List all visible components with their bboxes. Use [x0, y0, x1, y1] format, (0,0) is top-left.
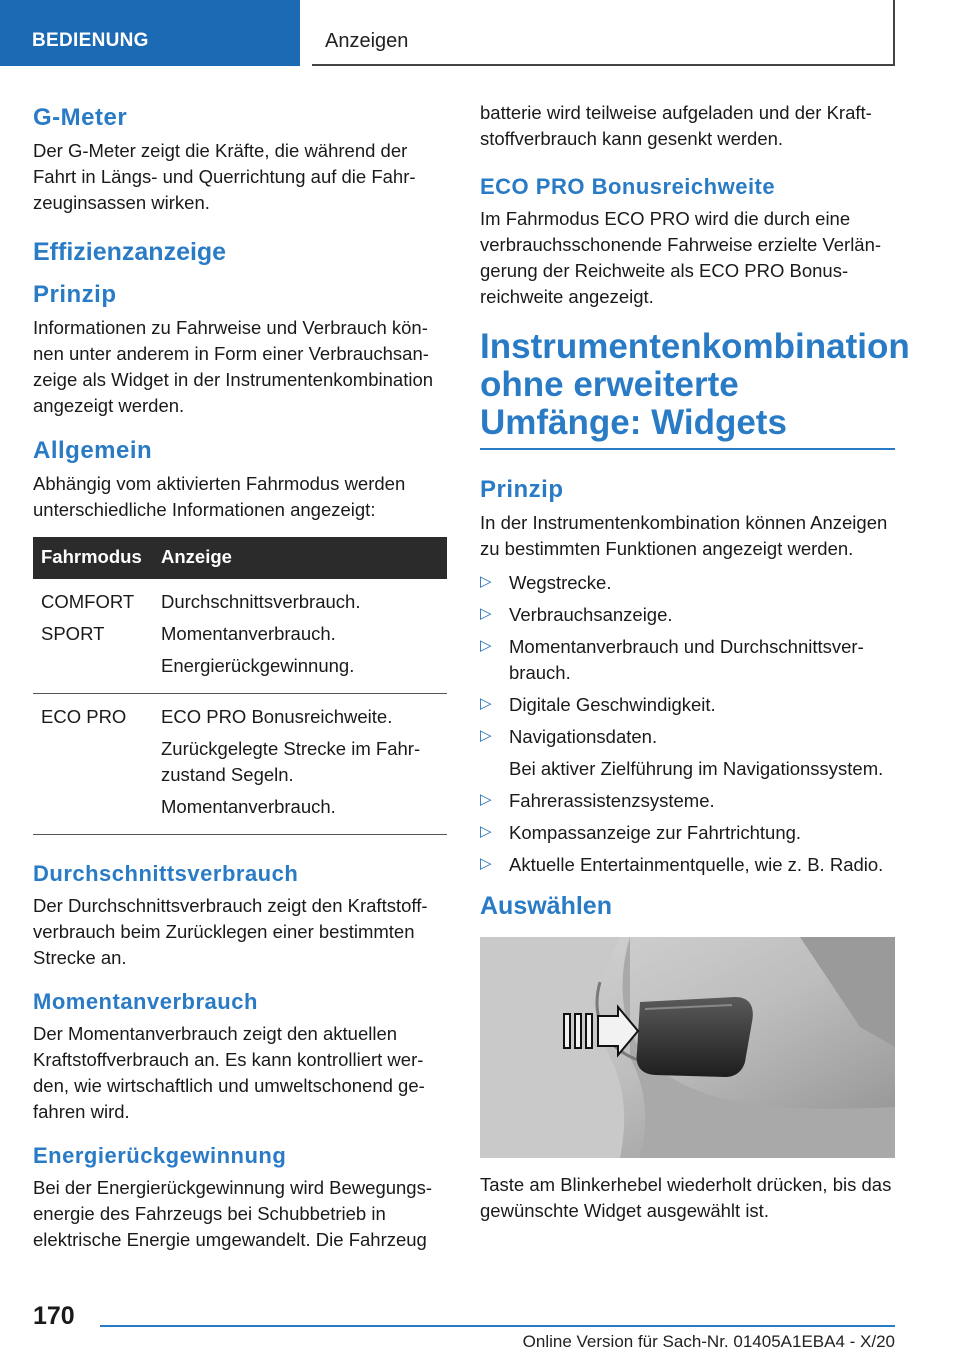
right-column	[480, 100, 910, 1224]
momentan-heading: Momentanverbrauch	[33, 989, 258, 1014]
section-label: BEDIENUNG	[32, 30, 149, 51]
display-cell: ECO PRO Bonusreichweite.	[161, 706, 393, 727]
energie-heading: Energierückgewinnung	[33, 1143, 287, 1168]
table-header-display: Anzeige	[153, 537, 447, 579]
main-heading: Instrumentenkombination ohne erweiterte Umfänge: Widgets	[480, 328, 895, 450]
durchschnitt-text: Der Durchschnittsverbrauch zeigt den Kraftstoffverbrauch beim Zurücklegen einer bestimmten Strecke an.	[33, 895, 428, 968]
chapter-label: Anzeigen	[325, 30, 409, 52]
bullet-icon: ▷	[480, 855, 492, 872]
display-cell: Energierückgewinnung.	[161, 655, 355, 676]
widget-list	[480, 570, 895, 750]
display-cell: Zurückgelegte Strecke im Fahrzustand Segeln.	[161, 738, 421, 785]
display-cell: Momentanverbrauch.	[161, 796, 336, 817]
list-item: ▷ Digitale Geschwindigkeit.	[480, 692, 895, 718]
display-cell: Momentanverbrauch.	[161, 623, 336, 644]
list-item: ▷ Wegstrecke.	[480, 570, 895, 596]
durchschnitt-heading: Durchschnittsverbrauch	[33, 861, 299, 886]
prinzip-text: Informationen zu Fahrweise und Verbrauch können unter anderem in Form einer Verbrauchsanzeige als Widget in der Instrumentenkombination angezeigt werden.	[33, 317, 434, 416]
bullet-icon: ▷	[480, 823, 492, 840]
eco-text: Im Fahrmodus ECO PRO wird die durch eine verbrauchsschonende Fahrweise erzielte Verlängerung der Reichweite als ECO PRO Bonusreichweite angezeigt.	[480, 208, 882, 307]
chapter-header	[312, 0, 895, 66]
list-item: ▷ Navigationsdaten.	[480, 724, 895, 750]
list-subtext: Bei aktiver Zielführung im Navigationssystem.	[509, 758, 884, 779]
list-item: ▷ Momentanverbrauch und Durchschnittsverbrauch.	[480, 634, 895, 686]
allgemein-heading: Allgemein	[33, 437, 153, 464]
table-row	[33, 579, 447, 694]
energie-text: Bei der Energierückgewinnung wird Bewegungsenergie des Fahrzeugs bei Schubbetrieb in elektrische Energie umgewandelt. Die Fahrzeug	[33, 1177, 433, 1250]
list-item: ▷ Aktuelle Entertainmentquelle, wie z. B. Radio.	[480, 852, 895, 878]
gmeter-text: Der G-Meter zeigt die Kräfte, die während der Fahrt in Längs- und Querrichtung auf die Fahrzeuginsassen wirken.	[33, 140, 416, 213]
list-item: ▷ Kompassanzeige zur Fahrtrichtung.	[480, 820, 895, 846]
allgemein-text: Abhängig vom aktivierten Fahrmodus werden unterschiedliche Informationen angezeigt:	[33, 473, 406, 520]
bullet-icon: ▷	[480, 695, 492, 712]
page-number: 170	[33, 1302, 75, 1330]
table-header-mode: Fahrmodus	[33, 537, 153, 579]
table-row	[33, 694, 447, 835]
momentan-text: Der Momentanverbrauch zeigt den aktuellen Kraftstoffverbrauch an. Es kann kontrolliert werden, wie wirtschaftlich und umweltschonend gefahren wird.	[33, 1023, 425, 1122]
mode-table	[33, 537, 447, 835]
effizienz-heading: Effizienzanzeige	[33, 238, 227, 266]
list-item: ▷ Fahrerassistenzsysteme.	[480, 788, 895, 814]
mode-cell: ECO PRO	[41, 706, 127, 727]
mode-cell: SPORT	[41, 623, 105, 644]
eco-heading: ECO PRO Bonusreichweite	[480, 174, 776, 199]
prinzip-heading: Prinzip	[33, 281, 117, 308]
continued-text: batterie wird teilweise aufgeladen und der Kraftstoffverbrauch kann gesenkt werden.	[480, 102, 872, 149]
display-cell: Durchschnittsverbrauch.	[161, 591, 361, 612]
prinzip-heading-right: Prinzip	[480, 476, 564, 503]
bullet-icon: ▷	[480, 791, 492, 808]
section-tab	[0, 0, 300, 66]
bullet-icon: ▷	[480, 573, 492, 590]
gmeter-heading: G-Meter	[33, 104, 128, 131]
prinzip-text-right: In der Instrumentenkombination können Anzeigen zu bestimmten Funktionen angezeigt werden.	[480, 512, 888, 559]
footer-text: Online Version für Sach-Nr. 01405A1EBA4 - X/20	[522, 1332, 895, 1351]
bullet-icon: ▷	[480, 605, 492, 622]
bullet-icon: ▷	[480, 637, 492, 654]
turn-signal-lever-photo	[480, 937, 895, 1158]
footer-divider	[100, 1325, 895, 1327]
left-column	[33, 100, 447, 1253]
bullet-icon: ▷	[480, 727, 492, 744]
mode-cell: COMFORT	[41, 591, 135, 612]
list-item: ▷ Verbrauchsanzeige.	[480, 602, 895, 628]
widget-list-2	[480, 788, 895, 878]
auswaehlen-heading: Auswählen	[480, 892, 612, 920]
photo-caption: Taste am Blinkerhebel wiederholt drücken, bis das gewünschte Widget ausgewählt ist.	[480, 1174, 892, 1221]
